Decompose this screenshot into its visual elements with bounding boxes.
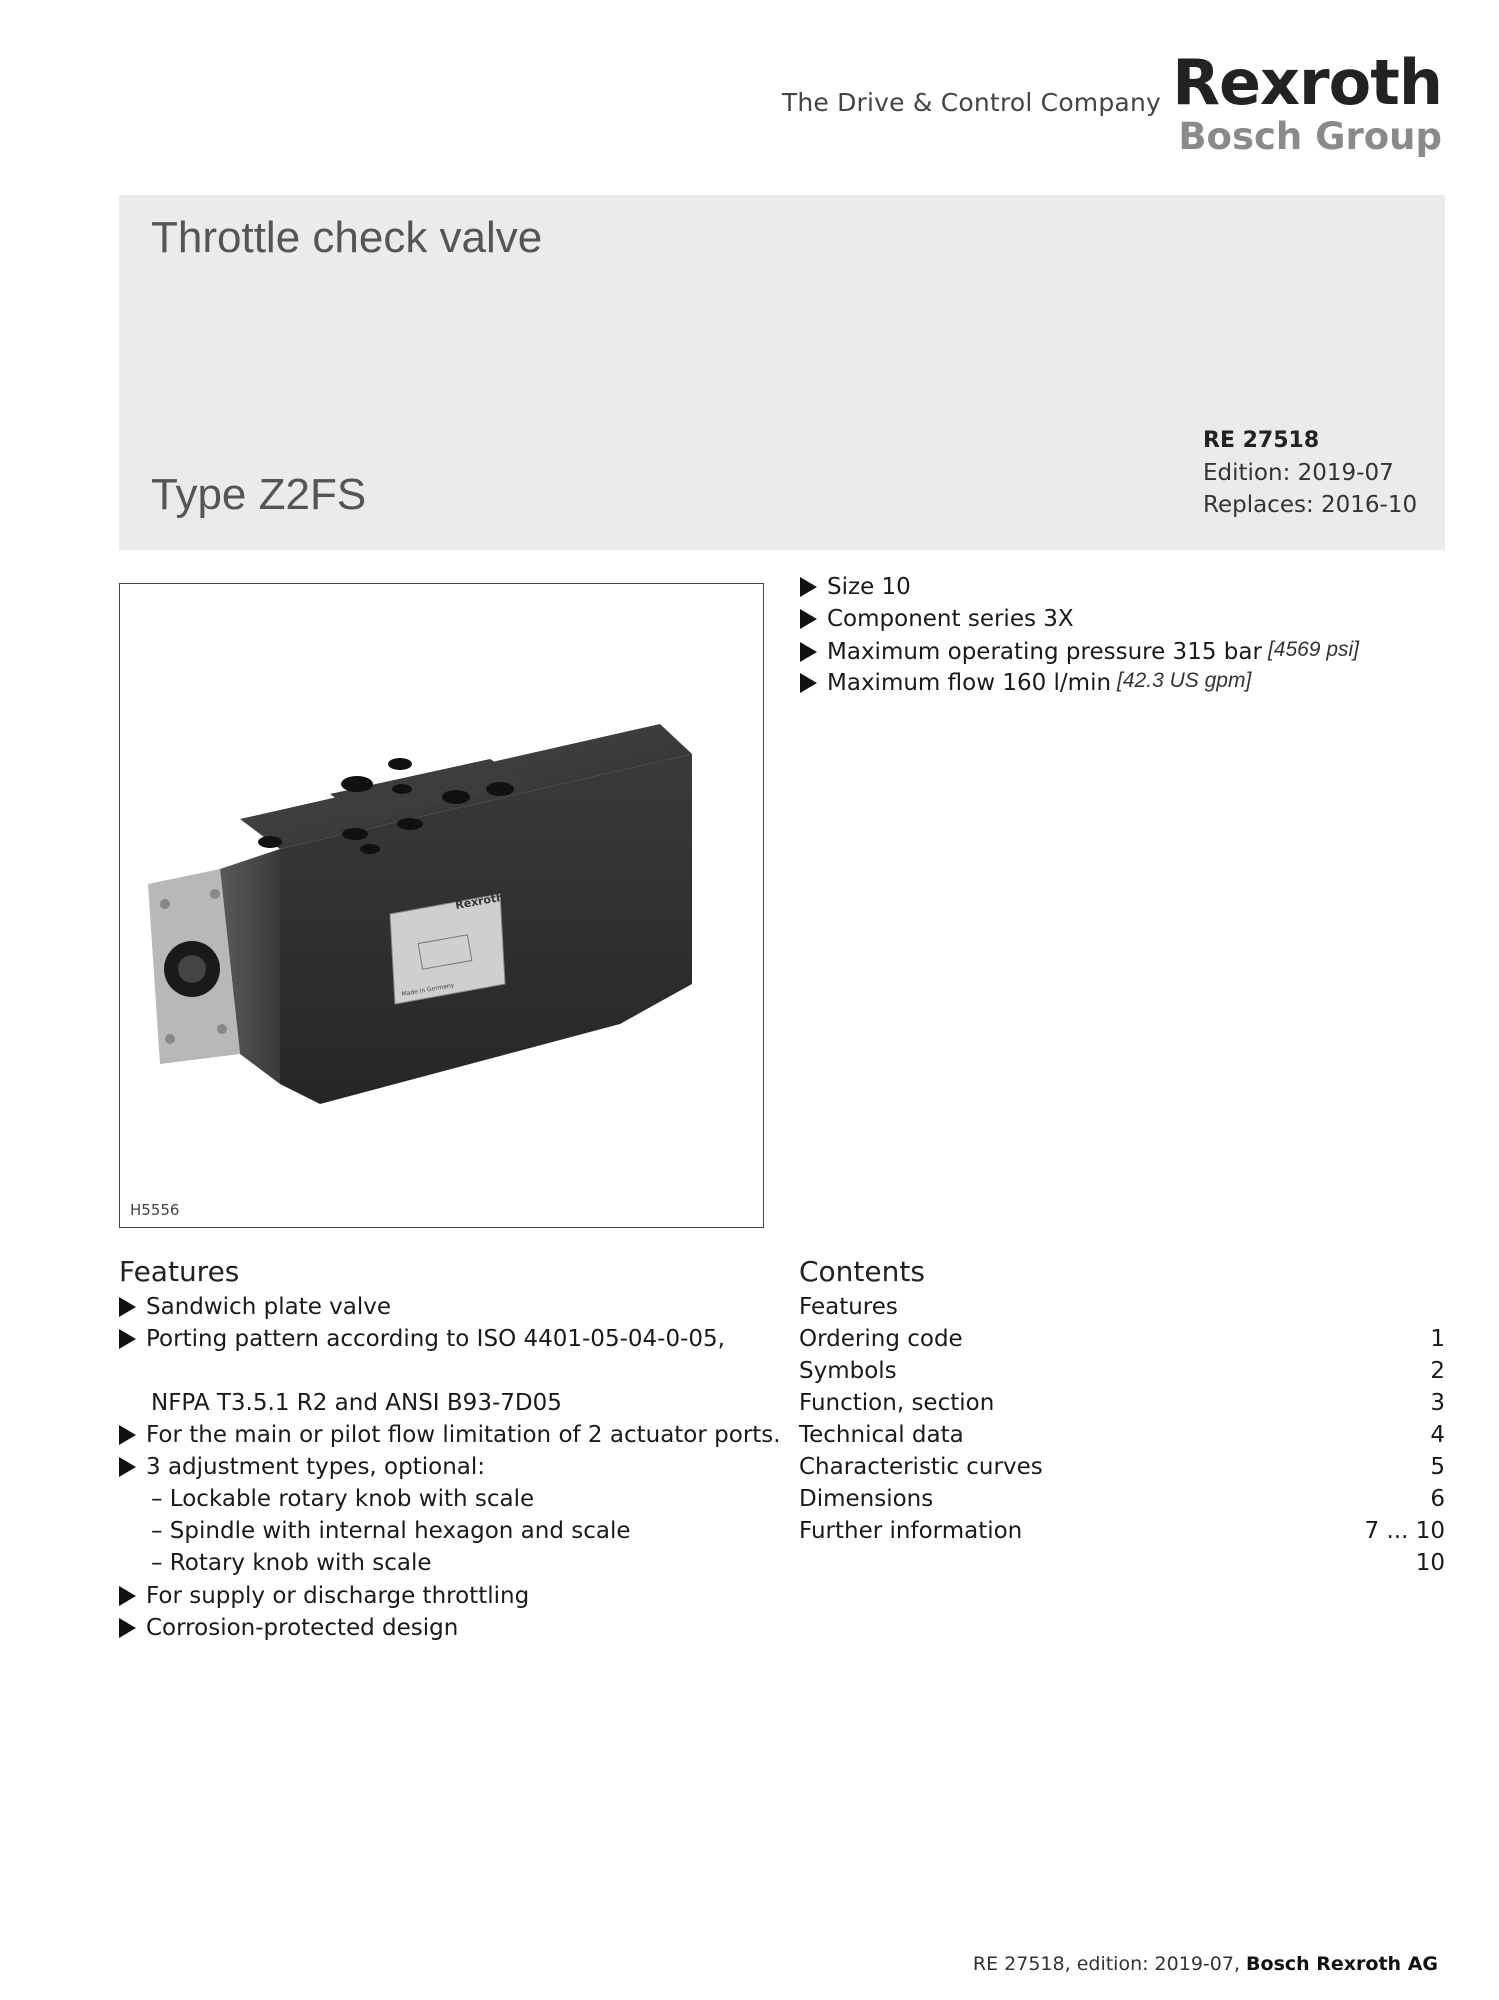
triangle-bullet-icon: [800, 673, 817, 693]
toc-row[interactable]: Function, section 3: [799, 1390, 1445, 1416]
toc-row[interactable]: Further information 7 ... 10: [799, 1518, 1445, 1544]
valve-illustration: [120, 584, 763, 1227]
feature-subitem: – Lockable rotary knob with scale: [151, 1486, 535, 1512]
triangle-bullet-icon: [119, 1457, 136, 1477]
photo-code: H5556: [130, 1201, 180, 1219]
triangle-bullet-icon: [119, 1425, 136, 1445]
triangle-bullet-icon: [800, 609, 817, 629]
feature-item: For the main or pilot flow limitation of 2 actuator ports.: [119, 1422, 781, 1448]
toc-row[interactable]: 10: [1415, 1550, 1445, 1576]
rexroth-logo: Rexroth: [1172, 46, 1442, 119]
page-footer: RE 27518, edition: 2019-07, Bosch Rexroth AG: [972, 1953, 1438, 1975]
toc-row[interactable]: Features: [799, 1294, 898, 1320]
company-tagline: The Drive & Control Company: [781, 88, 1161, 117]
feature-subitem: – Rotary knob with scale: [151, 1550, 432, 1576]
feature-item: Sandwich plate valve: [119, 1294, 391, 1320]
contents-heading: Contents: [799, 1255, 925, 1288]
nameplate-origin: Made in Germany: [401, 981, 455, 998]
feature-item: Porting pattern according to ISO 4401-05-04-0-05,: [119, 1326, 725, 1352]
highlight-item: Maximum flow 160 l/min [42.3 US gpm]: [800, 669, 1251, 696]
toc-row[interactable]: Dimensions 6: [799, 1486, 1445, 1512]
toc-row[interactable]: Symbols 2: [799, 1358, 1445, 1384]
product-type: Type Z2FS: [151, 470, 367, 519]
feature-continuation: NFPA T3.5.1 R2 and ANSI B93-7D05: [151, 1390, 562, 1416]
highlight-item: Maximum operating pressure 315 bar [4569 psi]: [800, 638, 1359, 665]
toc-row[interactable]: Technical data 4: [799, 1422, 1445, 1448]
toc-row[interactable]: Characteristic curves 5: [799, 1454, 1445, 1480]
triangle-bullet-icon: [119, 1618, 136, 1638]
triangle-bullet-icon: [119, 1297, 136, 1317]
feature-item: For supply or discharge throttling: [119, 1583, 529, 1609]
replaces-date: Replaces: 2016-10: [1203, 492, 1418, 518]
features-heading: Features: [119, 1255, 240, 1288]
triangle-bullet-icon: [119, 1586, 136, 1606]
flow-imperial: [42.3 US gpm]: [1117, 669, 1252, 692]
triangle-bullet-icon: [800, 642, 817, 662]
edition-date: Edition: 2019-07: [1203, 460, 1394, 486]
bosch-group-logo: Bosch Group: [1178, 115, 1442, 158]
feature-item: 3 adjustment types, optional:: [119, 1454, 485, 1480]
triangle-bullet-icon: [800, 577, 817, 597]
highlight-item: Size 10: [800, 574, 911, 600]
feature-subitem: – Spindle with internal hexagon and scale: [151, 1518, 631, 1544]
nameplate-brand: Rexroth: [454, 890, 505, 912]
document-title: Throttle check valve: [151, 213, 543, 262]
feature-item: Corrosion-protected design: [119, 1615, 458, 1641]
triangle-bullet-icon: [119, 1329, 136, 1349]
document-number: RE 27518: [1203, 428, 1320, 453]
pressure-imperial: [4569 psi]: [1267, 638, 1360, 661]
highlight-item: Component series 3X: [800, 606, 1074, 632]
toc-row[interactable]: Ordering code 1: [799, 1326, 1445, 1352]
product-photo: [119, 583, 764, 1228]
